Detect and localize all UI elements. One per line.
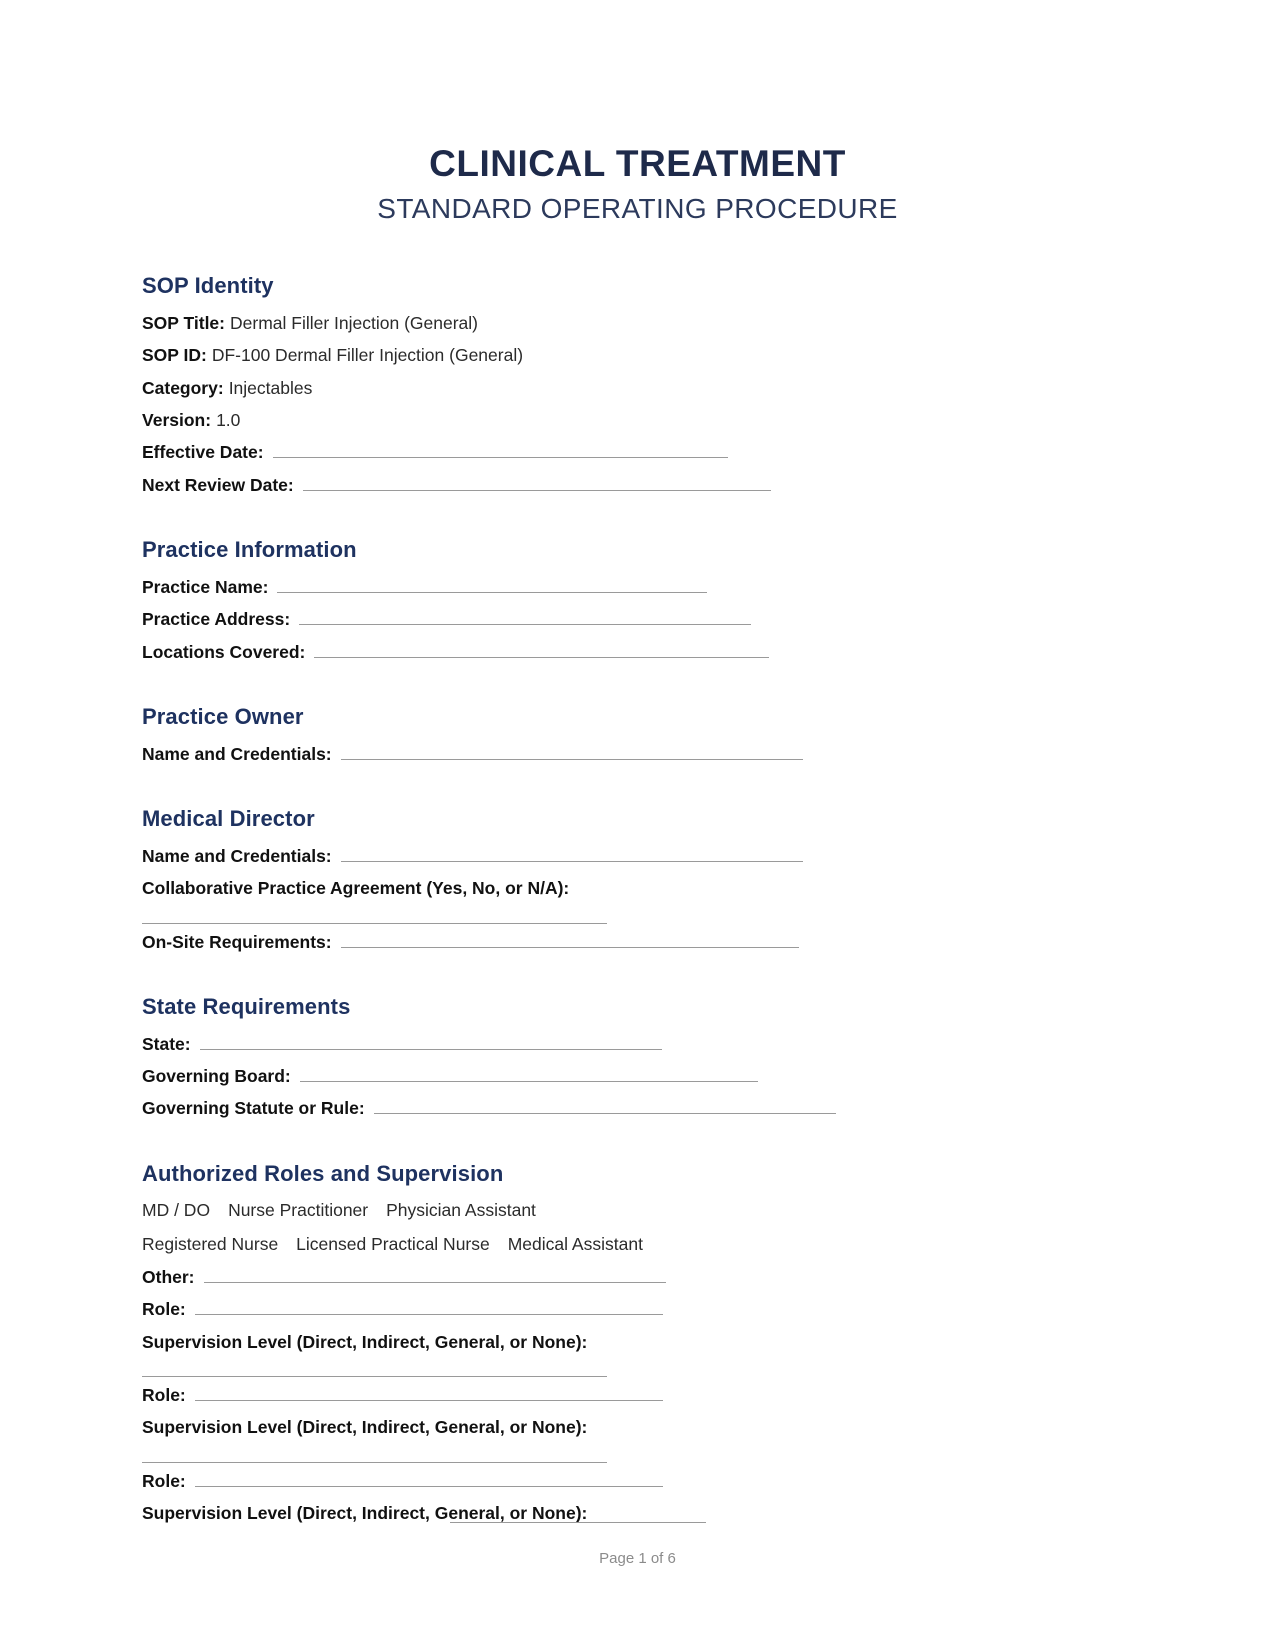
role-option-licensed-practical-nurse[interactable]: Licensed Practical Nurse [296,1233,490,1254]
field-label-effective-date: Effective Date: [142,442,264,463]
field-version [142,404,1133,436]
field-effective-date [142,436,1133,468]
field-practice-name [142,571,1133,603]
field-on-site-requirements [142,926,1133,958]
director-name-credentials-input[interactable] [341,846,803,862]
field-label-practice-address: Practice Address: [142,609,291,630]
field-practice-address [142,603,1133,635]
page-subtitle: STANDARD OPERATING PROCEDURE [377,192,898,224]
section-authorized-roles [142,1159,1133,1530]
field-label-practice-name: Practice Name: [142,576,269,597]
role-3-input[interactable] [195,1471,663,1487]
section-heading-practice-information: Practice Information [142,537,357,563]
section-heading-sop-identity: SOP Identity [142,273,274,299]
field-locations-covered [142,636,1133,668]
role-option-physician-assistant[interactable]: Physician Assistant [386,1200,536,1221]
supervision-level-2-input[interactable] [142,1446,607,1463]
field-label-version: Version: [142,410,212,431]
field-value-sop-title: Dermal Filler Injection (General) [230,312,478,333]
practice-address-input[interactable] [299,609,751,625]
field-label-owner-name-credentials: Name and Credentials: [142,743,332,764]
field-label-sop-title: SOP Title: [142,312,225,333]
field-label-supervision-level-3: Supervision Level (Direct, Indirect, General, or None): [142,1503,588,1524]
role-option-nurse-practitioner[interactable]: Nurse Practitioner [228,1200,369,1221]
supervision-level-1-input[interactable] [142,1360,607,1377]
field-owner-name-credentials [142,738,1133,770]
section-sop-identity [142,271,1133,501]
field-label-other-role: Other: [142,1266,195,1287]
practice-name-input[interactable] [277,577,707,593]
next-review-date-input[interactable] [303,475,771,491]
field-label-supervision-level-1: Supervision Level (Direct, Indirect, General, or None): [142,1331,588,1352]
state-input[interactable] [200,1034,662,1050]
field-governing-board [142,1060,1133,1092]
field-label-on-site-requirements: On-Site Requirements: [142,931,332,952]
field-next-review-date [142,469,1133,501]
field-label-director-name-credentials: Name and Credentials: [142,845,332,866]
field-label-next-review-date: Next Review Date: [142,474,294,495]
field-sop-id [142,339,1133,371]
field-value-category: Injectables [228,377,313,398]
section-practice-information [142,535,1133,668]
field-role-3 [142,1465,1133,1497]
field-other-role [142,1261,1133,1293]
field-label-role-2: Role: [142,1385,186,1405]
governing-board-input[interactable] [300,1066,758,1082]
field-label-state: State: [142,1033,191,1054]
field-governing-statute [142,1092,1133,1124]
owner-name-credentials-input[interactable] [341,744,803,760]
section-state-requirements [142,992,1133,1125]
section-heading-practice-owner: Practice Owner [142,704,304,729]
field-role-1 [142,1293,1133,1325]
field-label-sop-id: SOP ID: [142,345,207,366]
page-footer: Page 1 of 6 [599,1550,676,1567]
role-option-medical-assistant[interactable]: Medical Assistant [507,1233,643,1254]
field-value-version: 1.0 [216,410,241,431]
effective-date-input[interactable] [273,442,728,458]
locations-covered-input[interactable] [314,642,769,658]
field-label-role-3: Role: [142,1470,186,1491]
field-role-2 [142,1379,1133,1411]
field-value-sop-id: DF-100 Dermal Filler Injection (General) [211,345,524,366]
field-label-category: Category: [142,377,224,398]
other-role-input[interactable] [204,1267,666,1283]
field-label-supervision-level-2: Supervision Level (Direct, Indirect, General, or None): [142,1417,588,1438]
role-2-input[interactable] [195,1385,663,1401]
section-medical-director [142,804,1133,958]
section-heading-medical-director: Medical Director [142,806,315,832]
page-title: CLINICAL TREATMENT [429,143,846,184]
on-site-requirements-input[interactable] [341,932,799,948]
footer-divider [450,1522,706,1523]
section-practice-owner [142,702,1133,770]
field-label-collaborative-practice-agreement: Collaborative Practice Agreement (Yes, No, or N/A): [142,878,570,899]
field-state [142,1028,1133,1060]
field-label-governing-board: Governing Board: [142,1065,291,1086]
field-label-governing-statute: Governing Statute or Rule: [142,1098,365,1119]
collaborative-practice-agreement-input[interactable] [142,907,607,924]
role-option-md-do[interactable]: MD / DO [142,1200,211,1221]
field-sop-title [142,307,1133,339]
role-1-input[interactable] [195,1299,663,1315]
field-label-role-1: Role: [142,1299,186,1320]
roles-row-first [142,1194,1133,1227]
roles-row-second [142,1228,1133,1261]
field-label-locations-covered: Locations Covered: [142,641,306,662]
section-heading-authorized-roles: Authorized Roles and Supervision [142,1160,504,1186]
field-category [142,372,1133,404]
governing-statute-input[interactable] [374,1098,836,1114]
field-director-name-credentials [142,840,1133,872]
section-heading-state-requirements: State Requirements [142,993,351,1019]
role-option-registered-nurse[interactable]: Registered Nurse [142,1233,279,1254]
